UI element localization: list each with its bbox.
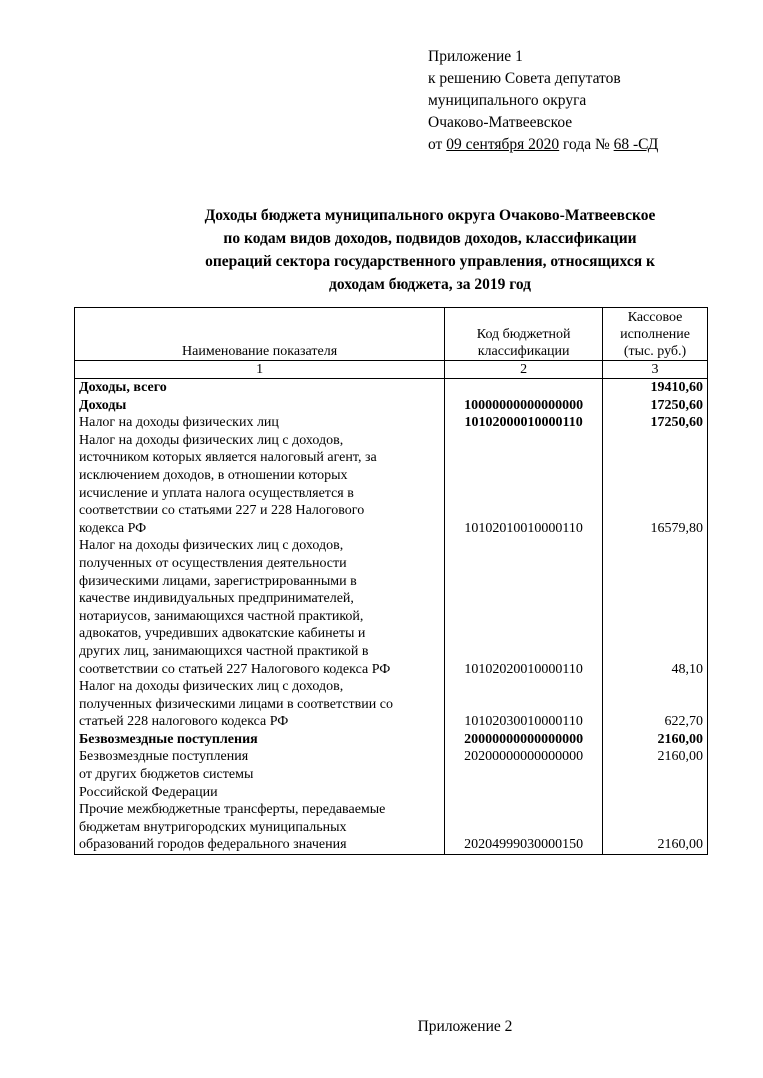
- indicator-name-line: физическими лицами, зарегистрированными в: [79, 573, 357, 589]
- title-line: операций сектора государственного управления, относящихся к: [205, 253, 655, 270]
- indicator-name-line: адвокатов, учредивших адвокатские кабинеты и: [79, 626, 366, 642]
- column-number: 2: [445, 361, 603, 379]
- annex-date-line: [428, 134, 658, 156]
- table-row: [75, 678, 708, 731]
- budget-code: [445, 379, 603, 397]
- date-prefix: от: [428, 136, 447, 153]
- budget-code: 10102000010000110: [445, 414, 603, 432]
- annex-line: к решению Совета депутатов: [428, 70, 621, 87]
- indicator-name-line: кодекса РФ: [79, 520, 147, 536]
- cash-execution-amount: 16579,80: [603, 432, 708, 538]
- indicator-name-line: исчисление и уплата налога осуществляется в: [79, 485, 354, 501]
- indicator-name-line: статьей 228 налогового кодекса РФ: [79, 714, 289, 730]
- indicator-name-line: Налог на доходы физических лиц: [79, 415, 279, 431]
- indicator-name-line: Безвозмездные поступления: [79, 731, 258, 747]
- header-name: Наименование показателя: [75, 308, 445, 361]
- indicator-name-line: полученных от осуществления деятельности: [79, 555, 347, 571]
- indicator-name-line: соответствии со статьями 227 и 228 Налогового: [79, 503, 365, 519]
- table-row: [75, 414, 708, 432]
- cash-execution-amount: 17250,60: [603, 414, 708, 432]
- cash-execution-amount: 19410,60: [603, 379, 708, 397]
- header-amount: Кассовое исполнение (тыс. руб.): [603, 308, 708, 361]
- annex-line: Очаково-Матвеевское: [428, 114, 573, 131]
- cash-execution-amount: 2160,00: [603, 801, 708, 854]
- document-title: [110, 204, 750, 296]
- indicator-name-line: соответствии со статьей 227 Налогового кодекса РФ: [79, 661, 391, 677]
- indicator-name-line: нотариусов, занимающихся частной практикой,: [79, 608, 364, 624]
- indicator-name-line: Безвозмездные поступления: [79, 749, 249, 765]
- budget-code: 20200000000000000: [445, 748, 603, 801]
- next-annex-label: Приложение 2: [417, 1018, 513, 1035]
- indicator-name-line: Налог на доходы физических лиц с доходов,: [79, 432, 344, 448]
- indicator-name-line: источником которых является налоговый агент, за: [79, 450, 377, 466]
- budget-code: 10102020010000110: [445, 537, 603, 678]
- budget-code: 20204999030000150: [445, 801, 603, 854]
- decision-number: 68 -СД: [613, 136, 659, 153]
- indicator-name-line: Российской Федерации: [79, 784, 218, 800]
- indicator-name-line: качестве индивидуальных предпринимателей,: [79, 591, 354, 607]
- budget-code: 10102030010000110: [445, 678, 603, 731]
- decision-date: 09 сентября 2020: [446, 136, 560, 153]
- indicator-name: [75, 397, 445, 415]
- indicator-name: [75, 801, 445, 854]
- table-row: [75, 379, 708, 397]
- column-number: 1: [75, 361, 445, 379]
- indicator-name-line: полученных физическими лицами в соответствии со: [79, 696, 393, 712]
- indicator-name: [75, 537, 445, 678]
- cash-execution-amount: 2160,00: [603, 748, 708, 801]
- title-line: по кодам видов доходов, подвидов доходов, классификации: [223, 230, 637, 247]
- indicator-name-line: Доходы: [79, 397, 127, 413]
- header-code: Код бюджетной классификации: [445, 308, 603, 361]
- indicator-name-line: от других бюджетов системы: [79, 767, 254, 783]
- indicator-name-line: исключением доходов, в отношении которых: [79, 467, 348, 483]
- table-row: [75, 397, 708, 415]
- title-line: доходам бюджета, за 2019 год: [329, 276, 531, 293]
- indicator-name-line: Доходы, всего: [79, 380, 167, 395]
- table-body: [75, 379, 708, 855]
- annex-line: Приложение 1: [428, 48, 523, 65]
- indicator-name: [75, 748, 445, 801]
- column-number: 3: [603, 361, 708, 379]
- cash-execution-amount: 622,70: [603, 678, 708, 731]
- indicator-name: [75, 432, 445, 538]
- annex-header: [428, 46, 658, 156]
- table-row: [75, 801, 708, 854]
- budget-code: 20000000000000000: [445, 731, 603, 749]
- title-line: Доходы бюджета муниципального округа Очаково-Матвеевское: [204, 207, 656, 224]
- indicator-name-line: других лиц, занимающихся частной практикой в: [79, 643, 369, 659]
- table-row: [75, 432, 708, 538]
- indicator-name: [75, 678, 445, 731]
- table-header: [75, 308, 708, 379]
- table-row: [75, 731, 708, 749]
- cash-execution-amount: 48,10: [603, 537, 708, 678]
- indicator-name-line: образований городов федерального значения: [79, 837, 347, 853]
- indicator-name: [75, 414, 445, 432]
- budget-code: 10102010010000110: [445, 432, 603, 538]
- indicator-name: [75, 379, 445, 397]
- indicator-name-line: бюджетам внутригородских муниципальных: [79, 819, 347, 835]
- year-word: года №: [559, 136, 614, 153]
- table-row: [75, 537, 708, 678]
- table-row: [75, 748, 708, 801]
- indicator-name-line: Прочие межбюджетные трансферты, передаваемые: [79, 802, 386, 818]
- cash-execution-amount: 2160,00: [603, 731, 708, 749]
- indicator-name-line: Налог на доходы физических лиц с доходов,: [79, 538, 344, 554]
- annex-line: муниципального округа: [428, 92, 587, 109]
- income-table: [74, 307, 708, 855]
- cash-execution-amount: 17250,60: [603, 397, 708, 415]
- indicator-name: [75, 731, 445, 749]
- indicator-name-line: Налог на доходы физических лиц с доходов,: [79, 679, 344, 695]
- budget-code: 10000000000000000: [445, 397, 603, 415]
